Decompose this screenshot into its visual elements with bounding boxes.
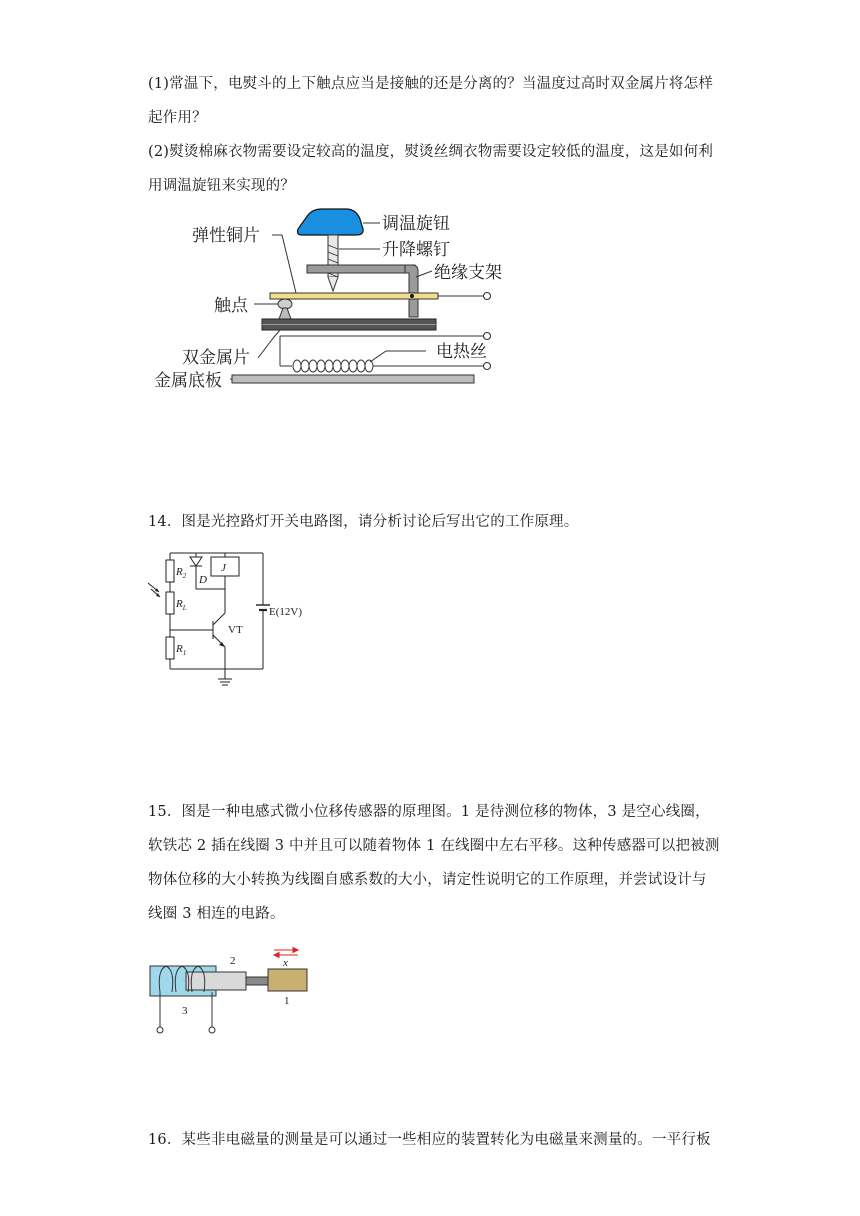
label-2: 2 xyxy=(230,955,236,967)
label-diode: D xyxy=(199,574,207,586)
svg-text:RL xyxy=(175,598,187,612)
label-base: 金属底板 xyxy=(154,371,222,391)
q13-text-line-1: (1)常温下，电熨斗的上下触点应当是接触的还是分离的？当温度过高时双金属片将怎样 xyxy=(148,76,714,92)
svg-text:R1 xyxy=(175,643,186,657)
q13-text-line-3: (2)熨烫棉麻衣物需要设定较高的温度，熨烫丝绸衣物需要设定较低的温度，这是如何利 xyxy=(148,144,714,160)
iron-thermostat-diagram xyxy=(150,205,530,400)
label-rl-sub: L xyxy=(182,604,187,612)
q15-text-line-4: 线圈 3 相连的电路。 xyxy=(148,906,285,922)
label-bimetal: 双金属片 xyxy=(182,348,250,368)
q14-text-line-1: 14．图是光控路灯开关电路图，请分析讨论后写出它的工作原理。 xyxy=(148,514,579,530)
label-r2-sub: 2 xyxy=(182,572,187,580)
label-3: 3 xyxy=(182,1005,188,1017)
q13-text-line-4: 用调温旋钮来实现的？ xyxy=(148,178,295,194)
label-wire: 电热丝 xyxy=(436,342,487,362)
label-transistor: VT xyxy=(228,624,243,636)
q13-text-line-2: 起作用？ xyxy=(148,110,207,126)
light-control-circuit-diagram xyxy=(145,545,325,690)
label-1: 1 xyxy=(284,995,290,1007)
q16-text-line-1: 16．某些非电磁量的测量是可以通过一些相应的装置转化为电磁量来测量的。一平行板 xyxy=(148,1132,711,1148)
label-r2: R xyxy=(176,566,183,578)
label-x: x xyxy=(283,957,288,969)
label-screw: 升降螺钉 xyxy=(382,240,450,260)
displacement-sensor-diagram xyxy=(140,940,340,1045)
temperature-knob xyxy=(298,209,364,235)
label-copper: 弹性铜片 xyxy=(192,226,260,246)
q15-text-line-3: 物体位移的大小转换为线圈自感系数的大小，请定性说明它的工作原理，并尝试设计与 xyxy=(148,872,707,888)
q15-text-line-2: 软铁芯 2 插在线圈 3 中并且可以随着物体 1 在线圈中左右平移。这种传感器可以把被测 xyxy=(148,838,720,854)
svg-text:R2 xyxy=(175,566,187,580)
q15-text-line-1: 15．图是一种电感式微小位移传感器的原理图。1 是待测位移的物体，3 是空心线圈， xyxy=(148,804,710,820)
label-r1: R xyxy=(176,643,183,655)
label-source: E(12V) xyxy=(269,606,302,618)
label-support: 绝缘支架 xyxy=(434,263,502,283)
label-rl: R xyxy=(176,598,183,610)
label-knob: 调温旋钮 xyxy=(382,214,450,234)
label-r1-sub: 1 xyxy=(182,649,187,657)
label-relay: J xyxy=(221,562,226,574)
label-contact: 触点 xyxy=(214,296,248,316)
